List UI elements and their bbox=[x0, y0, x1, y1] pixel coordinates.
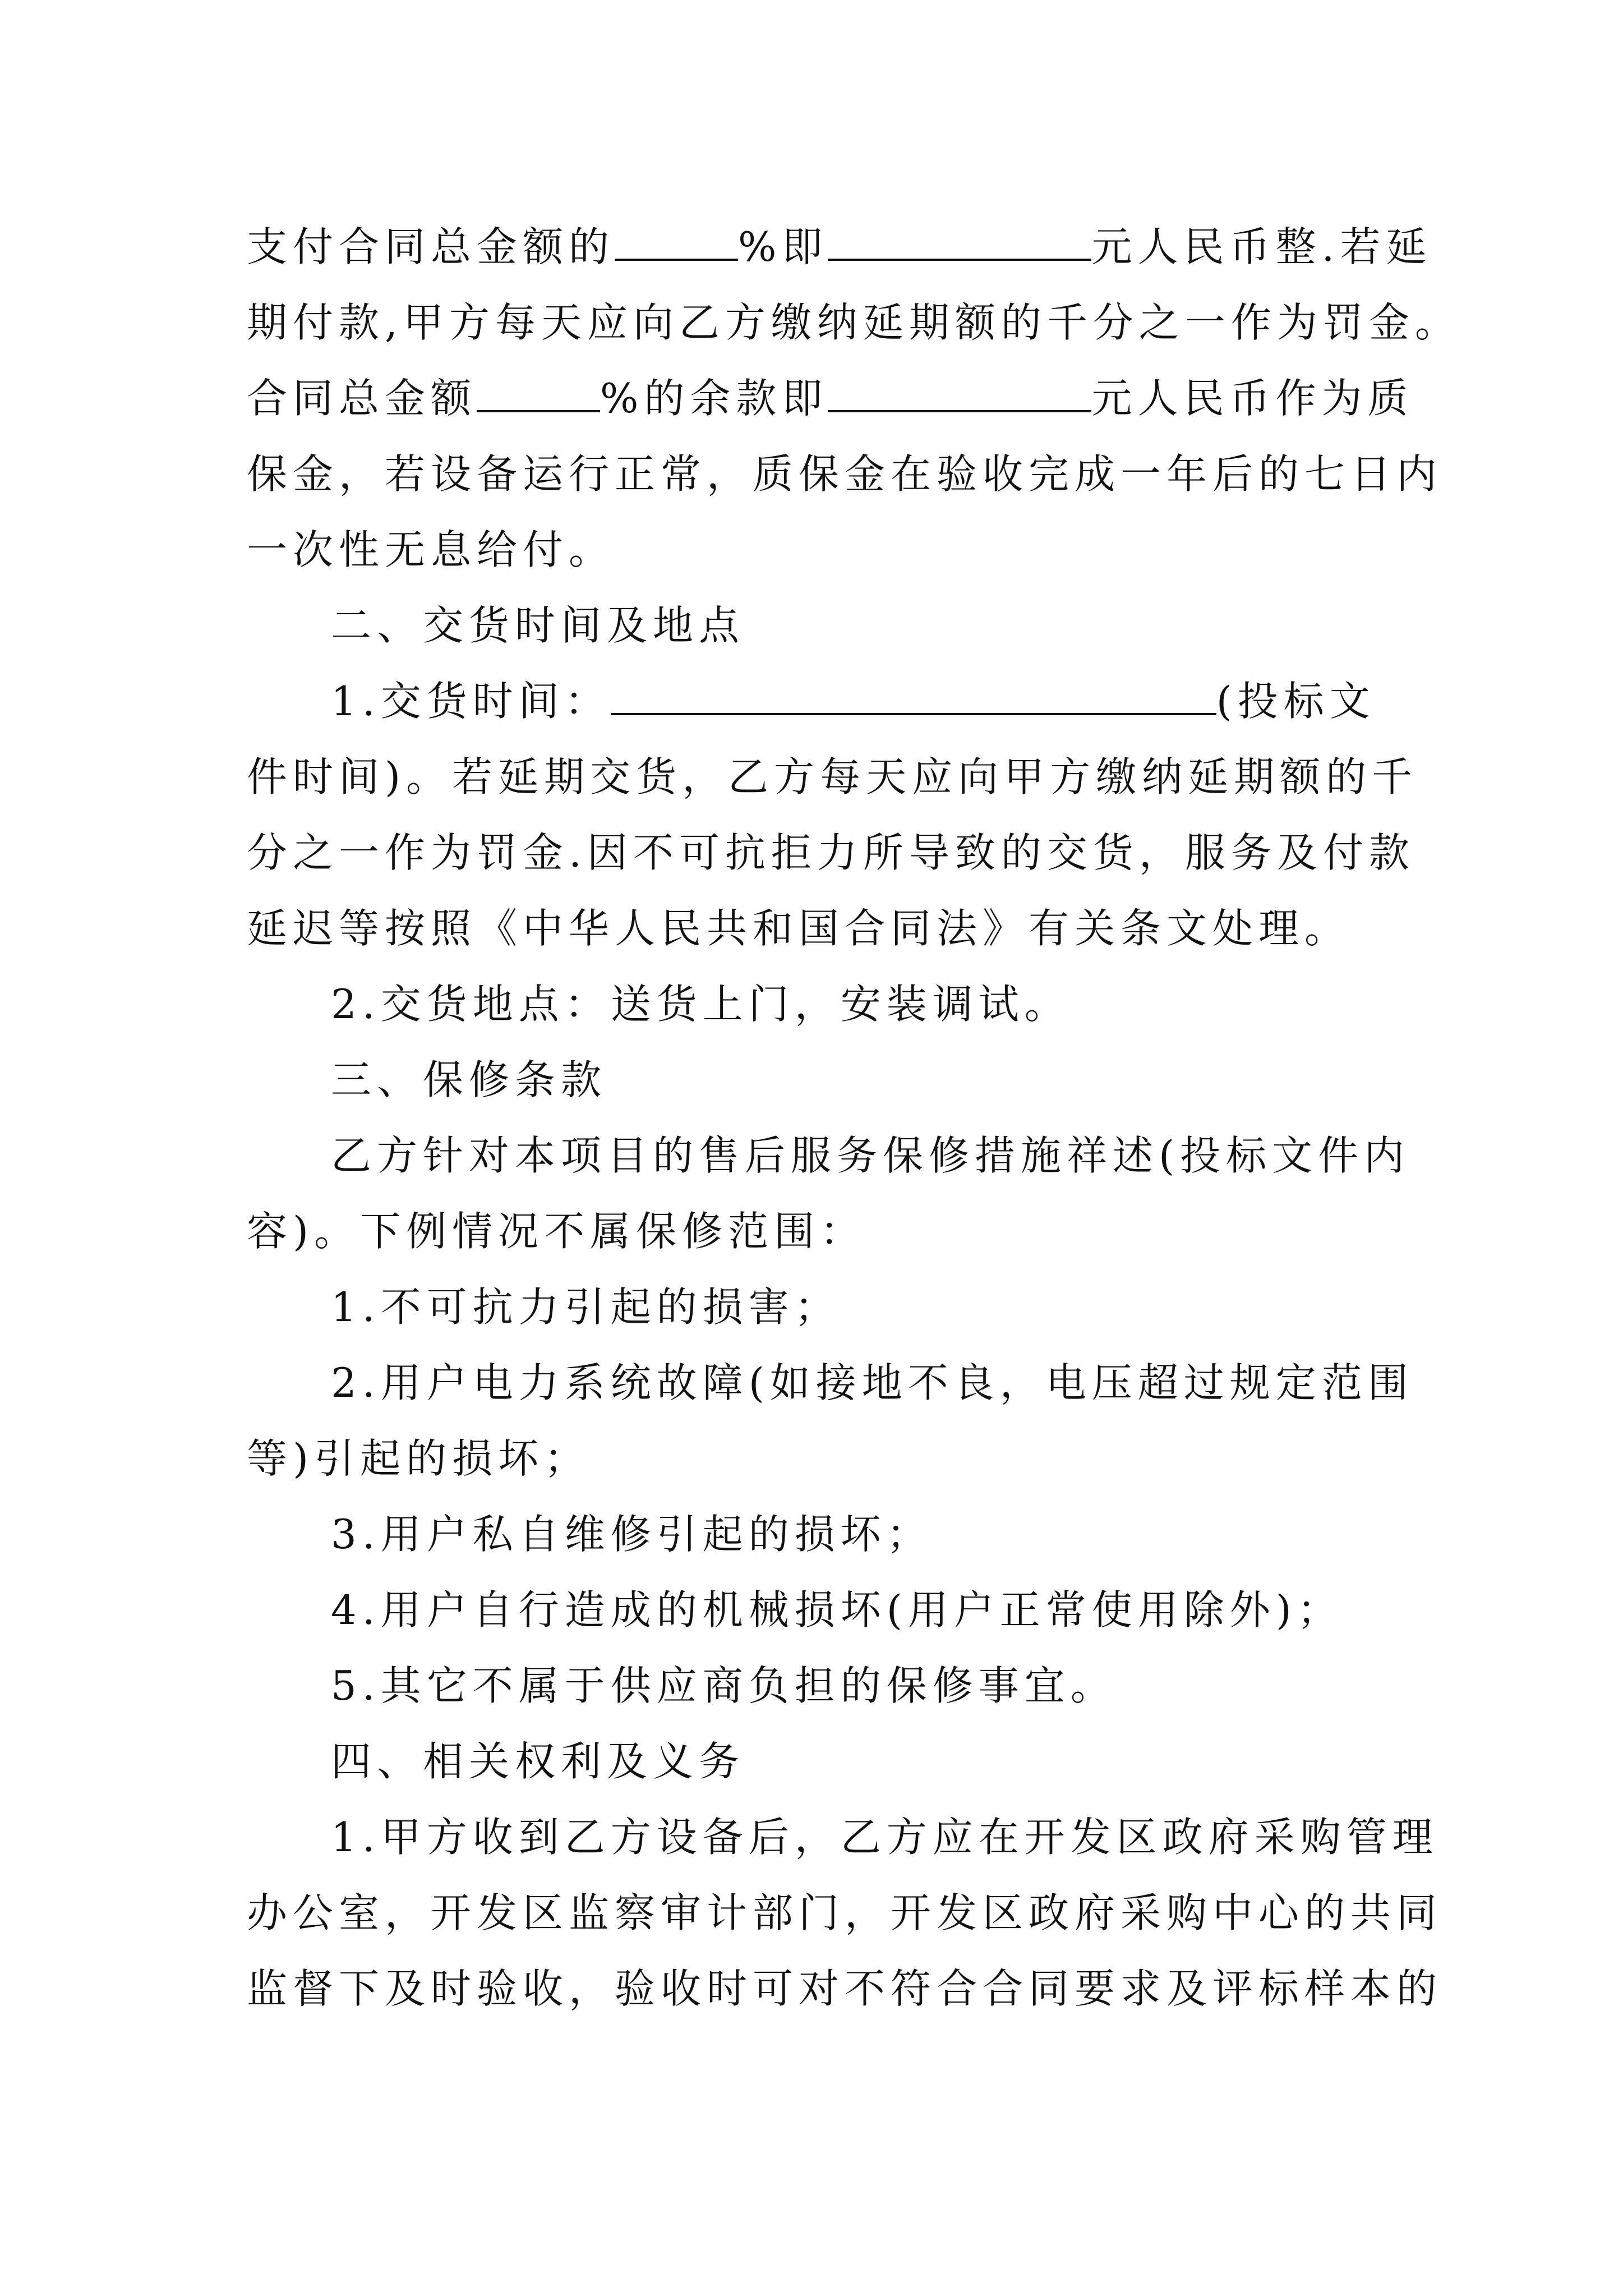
list-item: 1.不可抗力引起的损害； bbox=[331, 1283, 841, 1331]
amount-blank[interactable] bbox=[828, 224, 1091, 261]
text-segment: 元人民币作为质 bbox=[1091, 375, 1414, 422]
text-segment: %的余款即 bbox=[600, 375, 828, 422]
retention-line bbox=[247, 373, 1414, 424]
text-line: 保金，若设备运行正常，质保金在验收完成一年后的七日内 bbox=[247, 450, 1443, 498]
text-line: 分之一作为罚金.因不可抗拒力所导致的交货，服务及付款 bbox=[247, 829, 1415, 876]
text-segment: %即 bbox=[738, 223, 828, 270]
text-line: 延迟等按照《中华人民共和国合同法》有关条文处理。 bbox=[247, 905, 1351, 952]
section-heading: 三、保修条款 bbox=[331, 1056, 607, 1103]
text-segment: 支付合同总金额的 bbox=[247, 223, 615, 270]
list-item: 3.用户私自维修引起的损坏； bbox=[331, 1511, 933, 1558]
text-segment: (投标文 bbox=[1216, 678, 1376, 725]
delivery-time-blank[interactable] bbox=[611, 678, 1216, 715]
text-line: 等)引起的损坏； bbox=[247, 1435, 591, 1482]
percent-blank[interactable] bbox=[477, 375, 600, 412]
list-item: 5.其它不属于供应商负担的保修事宜。 bbox=[331, 1662, 1117, 1709]
text-segment: 1.交货时间： bbox=[331, 678, 611, 725]
text-line: 乙方针对本项目的售后服务保修措施祥述(投标文件内 bbox=[331, 1132, 1410, 1179]
text-line: 期付款,甲方每天应向乙方缴纳延期额的千分之一作为罚金。 bbox=[247, 299, 1461, 346]
section-heading: 四、相关权利及义务 bbox=[331, 1738, 745, 1785]
list-item: 1.甲方收到乙方设备后，乙方应在开发区政府采购管理 bbox=[331, 1814, 1438, 1861]
payment-line bbox=[247, 222, 1432, 272]
text-line: 2.交货地点：送货上门，安装调试。 bbox=[331, 981, 1071, 1028]
text-line: 容)。下例情况不属保修范围： bbox=[247, 1208, 866, 1255]
delivery-time-line bbox=[331, 676, 1475, 726]
percent-blank[interactable] bbox=[615, 224, 738, 261]
text-segment: 元人民币整.若延 bbox=[1091, 223, 1432, 270]
text-line: 监督下及时验收，验收时可对不符合合同要求及评标样本的 bbox=[247, 1965, 1443, 2012]
text-line: 办公室，开发区监察审计部门，开发区政府采购中心的共同 bbox=[247, 1889, 1443, 1936]
section-heading: 二、交货时间及地点 bbox=[331, 602, 745, 649]
list-item: 4.用户自行造成的机械损坏(用户正常使用除外)； bbox=[331, 1586, 1343, 1634]
amount-blank[interactable] bbox=[828, 375, 1091, 412]
list-item: 2.用户电力系统故障(如接地不良，电压超过规定范围 bbox=[331, 1359, 1414, 1406]
text-segment: 合同总金额 bbox=[247, 375, 477, 422]
text-line: 件时间)。若延期交货，乙方每天应向甲方缴纳延期额的千 bbox=[247, 753, 1418, 800]
text-line: 一次性无息给付。 bbox=[247, 526, 615, 573]
